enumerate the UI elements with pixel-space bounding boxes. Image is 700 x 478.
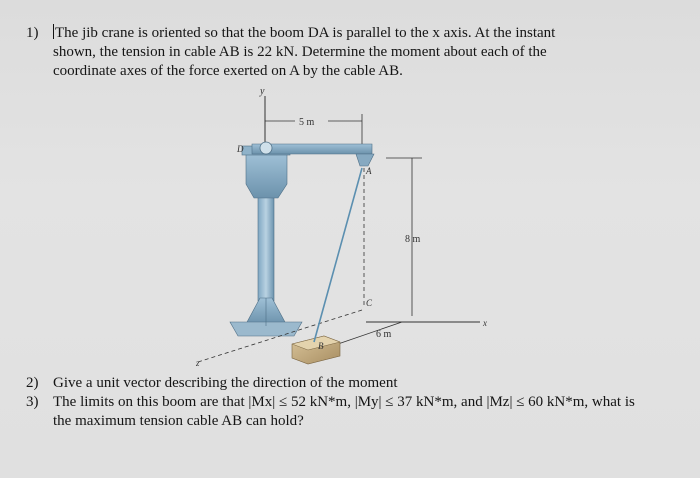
problem-2-text bbox=[53, 374, 397, 393]
problem-3 bbox=[26, 393, 686, 433]
crane-column bbox=[258, 181, 274, 301]
point-b-label: B bbox=[318, 341, 324, 351]
z-axis-label: z bbox=[196, 358, 200, 368]
point-c-label: C bbox=[366, 298, 373, 308]
problem-1-number: 1) bbox=[26, 25, 39, 41]
cable-ab bbox=[314, 168, 362, 342]
pivot-d bbox=[260, 142, 272, 154]
point-a-label: A bbox=[366, 166, 372, 176]
dim-boom-label: 5 m bbox=[299, 117, 315, 128]
problem-1 bbox=[26, 24, 686, 84]
problem-3-number: 3) bbox=[26, 394, 39, 410]
problem-2 bbox=[26, 374, 686, 394]
boom-end-bracket bbox=[356, 154, 374, 166]
problem-3-text bbox=[53, 393, 635, 431]
problem-2-number: 2) bbox=[26, 375, 39, 391]
jib-crane-figure bbox=[190, 86, 500, 371]
problem-1-line-1: The jib crane is oriented so that the boom DA is parallel to the x axis. At the instant bbox=[55, 25, 556, 41]
problem-1-line-2: shown, the tension in cable AB is 22 kN. Determine the moment about each of the bbox=[53, 44, 547, 60]
x-axis-label: x bbox=[483, 318, 487, 328]
dim-base-label: 6 m bbox=[376, 329, 392, 340]
y-axis-label: y bbox=[260, 86, 265, 97]
crane-head bbox=[246, 154, 287, 198]
dim-height-label: 8 m bbox=[405, 234, 421, 245]
problem-1-text bbox=[53, 24, 555, 81]
problem-1-line-3: coordinate axes of the force exerted on A by the cable AB. bbox=[53, 63, 403, 79]
problem-3-line-2: the maximum tension cable AB can hold? bbox=[53, 413, 304, 429]
dim-base-line bbox=[338, 322, 402, 344]
problem-3-line-1: The limits on this boom are that |Mx| ≤ 52 kN*m, |My| ≤ 37 kN*m, and |Mz| ≤ 60 kN*m, what is bbox=[53, 394, 635, 410]
point-d-label: D bbox=[237, 144, 244, 154]
text-cursor bbox=[53, 24, 54, 39]
problem-2-line-1: Give a unit vector describing the direction of the moment bbox=[53, 375, 398, 391]
